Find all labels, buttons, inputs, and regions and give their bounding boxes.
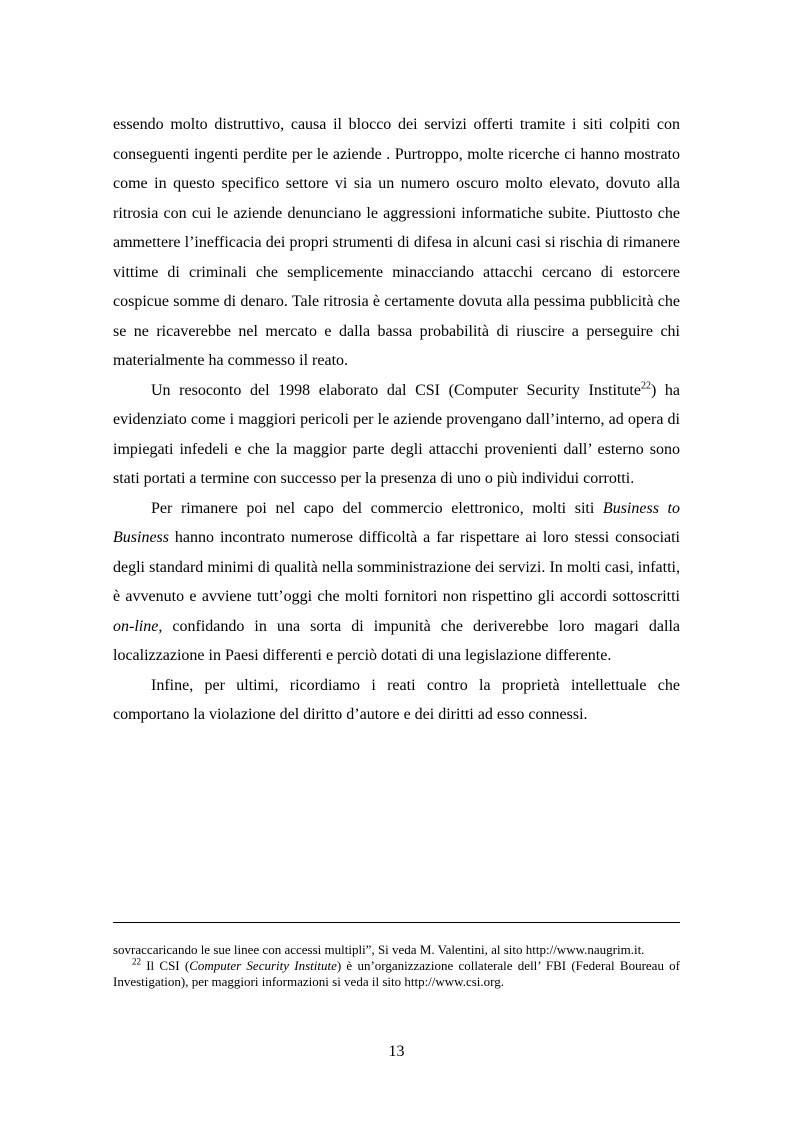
paragraph-csi-text-after: ) ha evidenziato come i maggiori pericoli per le aziende provengano dall’interno, ad opera di impiegati infedeli e che la maggior parte degli attacchi provenienti dall’ esterno sono stati portati a termine con successo per la presenza di uno o più individui corrotti. xyxy=(113,381,680,487)
paragraph-ecommerce-part1: Per rimanere poi nel capo del commercio elettronico, molti siti xyxy=(151,499,603,517)
footnote-22 xyxy=(113,958,680,990)
footnote-separator xyxy=(113,922,680,923)
paragraph-ecommerce-italic-b2b: Business to Business xyxy=(113,499,680,546)
footnote-22-italic: Computer Security Institute xyxy=(189,958,337,973)
footnote-22-after: ) è un’organizzazione collaterale dell’ FBI (Federal Boureau of Investigation), per maggiori informazioni si veda il sito http://www.csi.org. xyxy=(113,958,681,989)
paragraph-continuation: essendo molto distruttivo, causa il blocco dei servizi offerti tramite i siti colpiti con conseguenti ingenti perdite per le aziende . Purtroppo, molte ricerche ci hanno mostrato come in questo specifico settore vi sia un numero oscuro molto elevato, dovuto alla ritrosia con cui le aziende denunciano le aggressioni informatiche subite. Piuttosto che ammettere l’inefficacia dei propri strumenti di difesa in alcuni casi si rischia di rimanere vittime di criminali che semplicemente minacciando attacchi cercano di estorcere cospicue somme di denaro. Tale ritrosia è certamente dovuta alla pessima pubblicità che se ne ricaverebbe nel mercato e dalla bassa probabilità di riuscire a perseguire chi materialmente ha commesso il reato. xyxy=(113,116,680,369)
paragraph-ecommerce-part3: , confidando in una sorta di impunità che deriverebbe loro magari dalla localizzazione in Paesi differenti e perciò dotati di una legislazione differente. xyxy=(113,617,680,664)
paragraph-ecommerce-part2: hanno incontrato numerose difficoltà a far rispettare ai loro stessi consociati degli standard minimi di qualità nella somministrazione dei servizi. In molti casi, infatti, è avvenuto e avviene tutt’oggi che molti fornitori non rispettino gli accordi sottoscritti xyxy=(113,529,680,605)
footnote-22-number: 22 xyxy=(132,956,141,967)
footnote-22-before: Il CSI ( xyxy=(141,958,190,973)
paragraph-ecommerce xyxy=(113,494,680,671)
paragraph-intellectual-property: Infine, per ultimi, ricordiamo i reati contro la proprietà intellettuale che comportano la violazione del diritto d’autore e dei diritti ad esso connessi. xyxy=(113,676,680,723)
paragraph-ecommerce-italic-online: on-line xyxy=(113,617,159,635)
body-text xyxy=(113,110,680,730)
page-number: 13 xyxy=(388,1043,405,1060)
footnote-continuation: sovraccaricando le sue linee con accessi multipli”, Si veda M. Valentini, al sito http://www.naugrim.it. xyxy=(113,942,645,957)
footnote-reference-22: 22 xyxy=(640,380,651,392)
footnotes xyxy=(113,942,680,990)
paragraph-csi-report xyxy=(113,376,680,494)
paragraph-csi-text-before: Un resoconto del 1998 elaborato dal CSI (Computer Security Institute xyxy=(151,381,641,399)
